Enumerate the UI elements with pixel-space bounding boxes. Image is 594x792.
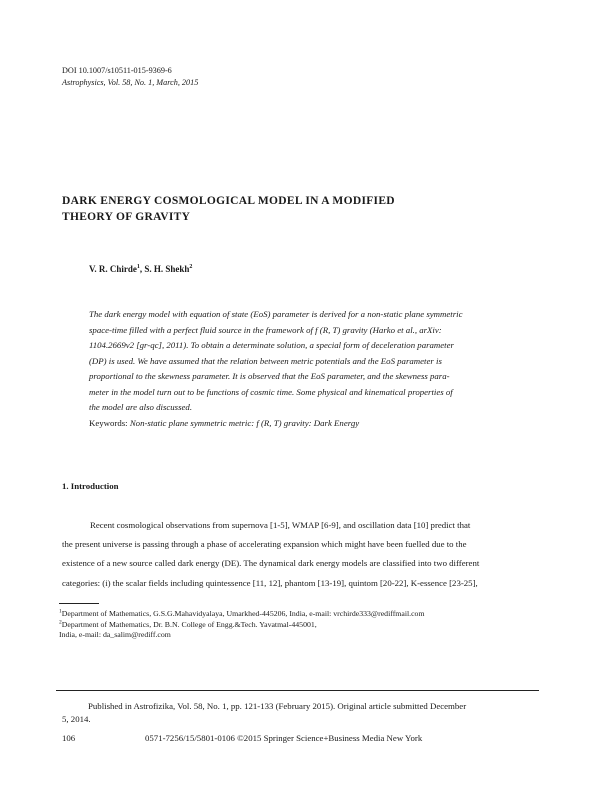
- footnote-text: Department of Mathematics, Dr. B.N. College of Engg.&Tech. Yavatmal-445001,: [61, 619, 317, 629]
- section-heading: 1. Introduction: [62, 481, 119, 491]
- abstract-line: the model are also discussed.: [89, 402, 193, 412]
- author-separator: ,: [139, 264, 145, 274]
- body-line: existence of a new source called dark energy (DE). The dynamical dark energy models are classified into two different: [62, 558, 480, 569]
- body-line: the present universe is passing through a phase of accelerating expansion which might have been fuelled due to the: [62, 539, 467, 550]
- title-line-2: THEORY OF GRAVITY: [62, 211, 191, 223]
- paper-title: [62, 193, 462, 225]
- copyright-line: 0571-7256/15/5801-0106 ©2015 Springer Science+Business Media New York: [145, 733, 423, 743]
- footnote-2-continued: India, e-mail: da_salim@rediff.com: [59, 630, 171, 640]
- title-line-1: DARK ENERGY COSMOLOGICAL MODEL IN A MODIFIED: [62, 195, 395, 207]
- keywords-label: Keywords:: [89, 418, 130, 428]
- keywords-value: Non-static plane symmetric metric: f (R, T) gravity: Dark Energy: [129, 418, 360, 428]
- abstract-line: meter in the model turn out to be functions of cosmic time. Some physical and kinematical properties of: [89, 386, 453, 397]
- author-list: [89, 264, 192, 274]
- introduction-text: [62, 516, 538, 593]
- abstract-line: (DP) is used. We have assumed that the relation between metric potentials and the EoS parameter is: [89, 355, 442, 366]
- publication-note: [62, 700, 540, 726]
- abstract: [89, 307, 537, 416]
- affiliation-mark: 1: [136, 264, 140, 270]
- body-line: Recent cosmological observations from supernova [1-5], WMAP [6-9], and oscillation data [10] predict that: [90, 520, 471, 530]
- footnotes: [59, 609, 425, 641]
- doi-line: DOI 10.1007/s10511-015-9369-6: [62, 66, 172, 75]
- journal-citation: Astrophysics, Vol. 58, No. 1, March, 2015: [62, 78, 199, 87]
- footnote-1: [59, 609, 425, 620]
- abstract-line: The dark energy model with equation of state (EoS) parameter is derived for a non-static plane symmetric: [89, 309, 463, 319]
- author-name: S. H. Shekh: [144, 264, 190, 274]
- body-line: categories: (i) the scalar fields including quintessence [11, 12], phantom [13-19], quintom [20-22], K-essence [23-25],: [62, 577, 478, 588]
- page-number: 106: [62, 733, 76, 743]
- keywords: [89, 418, 359, 428]
- abstract-line: 1104.2669v2 [gr-qc], 2011). To obtain a determinate solution, a special form of deceleration parameter: [89, 340, 454, 350]
- footer-divider: [56, 690, 539, 691]
- publication-note-line: Published in Astrofizika, Vol. 58, No. 1, pp. 121-133 (February 2015). Original article submitted December: [88, 701, 467, 711]
- author-name: V. R. Chirde: [89, 264, 137, 274]
- footnote-text: Department of Mathematics, G.S.G.Mahavidyalaya, Umarkhed-445206, India, e-mail: vrchirde333@rediffmail.com: [61, 609, 425, 618]
- abstract-line: proportional to the skewness parameter. It is observed that the EoS parameter, and the skewness para-: [89, 371, 450, 381]
- footnote-mark: 1: [59, 608, 62, 615]
- affiliation-mark: 2: [189, 264, 193, 270]
- abstract-line: space-time filled with a perfect fluid source in the framework of f (R, T) gravity (Harko et al., arXiv:: [89, 324, 442, 335]
- footnote-2: [59, 620, 425, 631]
- footnote-divider: [59, 603, 99, 604]
- publication-note-line: 5, 2014.: [62, 714, 91, 724]
- footnote-mark: 2: [59, 619, 62, 625]
